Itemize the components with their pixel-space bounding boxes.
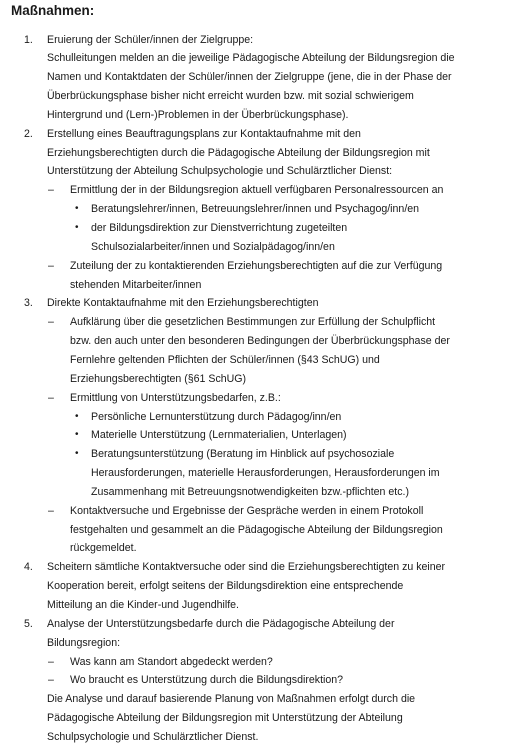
list-text-line: Unterstützung der Abteilung Schulpsychologie und Schulärztlicher Dienst:	[47, 165, 393, 178]
list-text-line: bzw. den auch unter den besonderen Bedingungen der Überbrückungsphase der	[70, 335, 450, 348]
list-text-line: Ermittlung der in der Bildungsregion aktuell verfügbaren Personalressourcen an	[70, 184, 444, 197]
list-text-line: Zusammenhang mit Betreuungsnotwendigkeiten bzw.-pflichten etc.)	[91, 485, 409, 498]
bullet-marker: •	[75, 410, 79, 422]
list-text-line: Bildungsregion:	[47, 636, 121, 649]
dash-marker: –	[48, 674, 54, 687]
list-text-line: Wo braucht es Unterstützung durch die Bildungsdirektion?	[70, 674, 344, 687]
dash-marker: –	[48, 504, 54, 517]
list-text-line: Erziehungsberechtigten durch die Pädagogische Abteilung der Bildungsregion mit	[47, 146, 430, 159]
list-text-line: Aufklärung über die gesetzlichen Bestimmungen zur Erfüllung der Schulpflicht	[70, 316, 436, 329]
list-text-line: Analyse der Unterstützungsbedarfe durch die Pädagogische Abteilung der	[47, 617, 395, 630]
list-text-line: Schulpsychologie und Schulärztlicher Dienst.	[47, 730, 259, 743]
list-text-line: der Bildungsdirektion zur Dienstverrichtung zugeteilten	[91, 222, 348, 234]
list-text-line: Fernlehre geltenden Pflichten der Schüler/innen (§43 SchUG) und	[70, 353, 380, 366]
list-text-line: Beratungslehrer/innen, Betreuungslehrer/innen und Psychagog/inn/en	[91, 203, 420, 216]
list-text-line: stehenden Mitarbeiter/innen	[70, 278, 202, 291]
list-text-line: Überbrückungsphase bisher nicht erreicht wurden bzw. mit sozial schwierigem	[47, 90, 414, 103]
bullet-marker: •	[75, 429, 79, 441]
bullet-marker: •	[75, 448, 79, 460]
bullet-marker: •	[75, 203, 79, 215]
dash-marker: –	[48, 259, 54, 272]
dash-marker: –	[48, 391, 54, 404]
list-text-line: Mitteilung an die Kinder-und Jugendhilfe.	[47, 599, 239, 611]
list-text-line: Materielle Unterstützung (Lernmaterialien, Unterlagen)	[91, 429, 347, 442]
list-text-line: Herausforderungen, materielle Herausforderungen, Herausforderungen im	[91, 467, 440, 480]
dash-marker: –	[48, 316, 54, 329]
list-text-line: rückgemeldet.	[70, 542, 137, 555]
list-text-line: Ermittlung von Unterstützungsbedarfen, z.B.:	[70, 391, 281, 404]
list-text-line: Direkte Kontaktaufnahme mit den Erziehungsberechtigten	[47, 297, 319, 310]
list-text-line: Namen und Kontaktdaten der Schüler/innen der Zielgruppe (jene, die in der Phase der	[47, 71, 452, 84]
list-text-line: Persönliche Lernunterstützung durch Pädagog/inn/en	[91, 410, 342, 423]
list-text-line: festgehalten und gesammelt an die Pädagogische Abteilung der Bildungsregion	[70, 523, 443, 536]
list-text-line: Die Analyse und darauf basierende Planung von Maßnahmen erfolgt durch die	[47, 693, 416, 706]
dash-marker: –	[48, 655, 54, 668]
list-text-line: Beratungsunterstützung (Beratung im Hinblick auf psychosoziale	[91, 448, 395, 461]
page-title: Maßnahmen:	[11, 3, 95, 18]
list-text-line: Hintergrund und (Lern-)Problemen in der Überbrückungsphase).	[47, 108, 349, 121]
list-number: 2.	[24, 127, 33, 140]
list-text-line: Pädagogische Abteilung der Bildungsregion mit Unterstützung der Abteilung	[47, 712, 403, 725]
list-text-line: Eruierung der Schüler/innen der Zielgruppe:	[47, 33, 254, 46]
list-text-line: Zuteilung der zu kontaktierenden Erziehungsberechtigten auf die zur Verfügung	[70, 259, 443, 272]
list-number: 1.	[24, 33, 33, 46]
bullet-marker: •	[75, 222, 79, 233]
list-text-line: Schulsozialarbeiter/innen und Sozialpädagog/inn/en	[91, 240, 335, 253]
list-text-line: Erstellung eines Beauftragungsplans zur Kontaktaufnahme mit den	[47, 127, 361, 140]
list-number: 5.	[24, 617, 33, 630]
list-number: 4.	[24, 561, 33, 574]
list-text-line: Kooperation bereit, erfolgt seitens der Bildungsdirektion eine entsprechende	[47, 580, 404, 593]
list-number: 3.	[24, 297, 33, 310]
dash-marker: –	[48, 184, 54, 197]
list-text-line: Kontaktversuche und Ergebnisse der Gespräche werden in einem Protokoll	[70, 504, 424, 517]
list-text-line: Schulleitungen melden an die jeweilige Pädagogische Abteilung der Bildungsregion die	[47, 52, 455, 65]
list-text-line: Erziehungsberechtigten (§61 SchUG)	[70, 372, 247, 385]
list-text-line: Scheitern sämtliche Kontaktversuche oder sind die Erziehungsberechtigten zu keiner	[47, 561, 446, 574]
list-text-line: Was kann am Standort abgedeckt werden?	[70, 655, 273, 668]
